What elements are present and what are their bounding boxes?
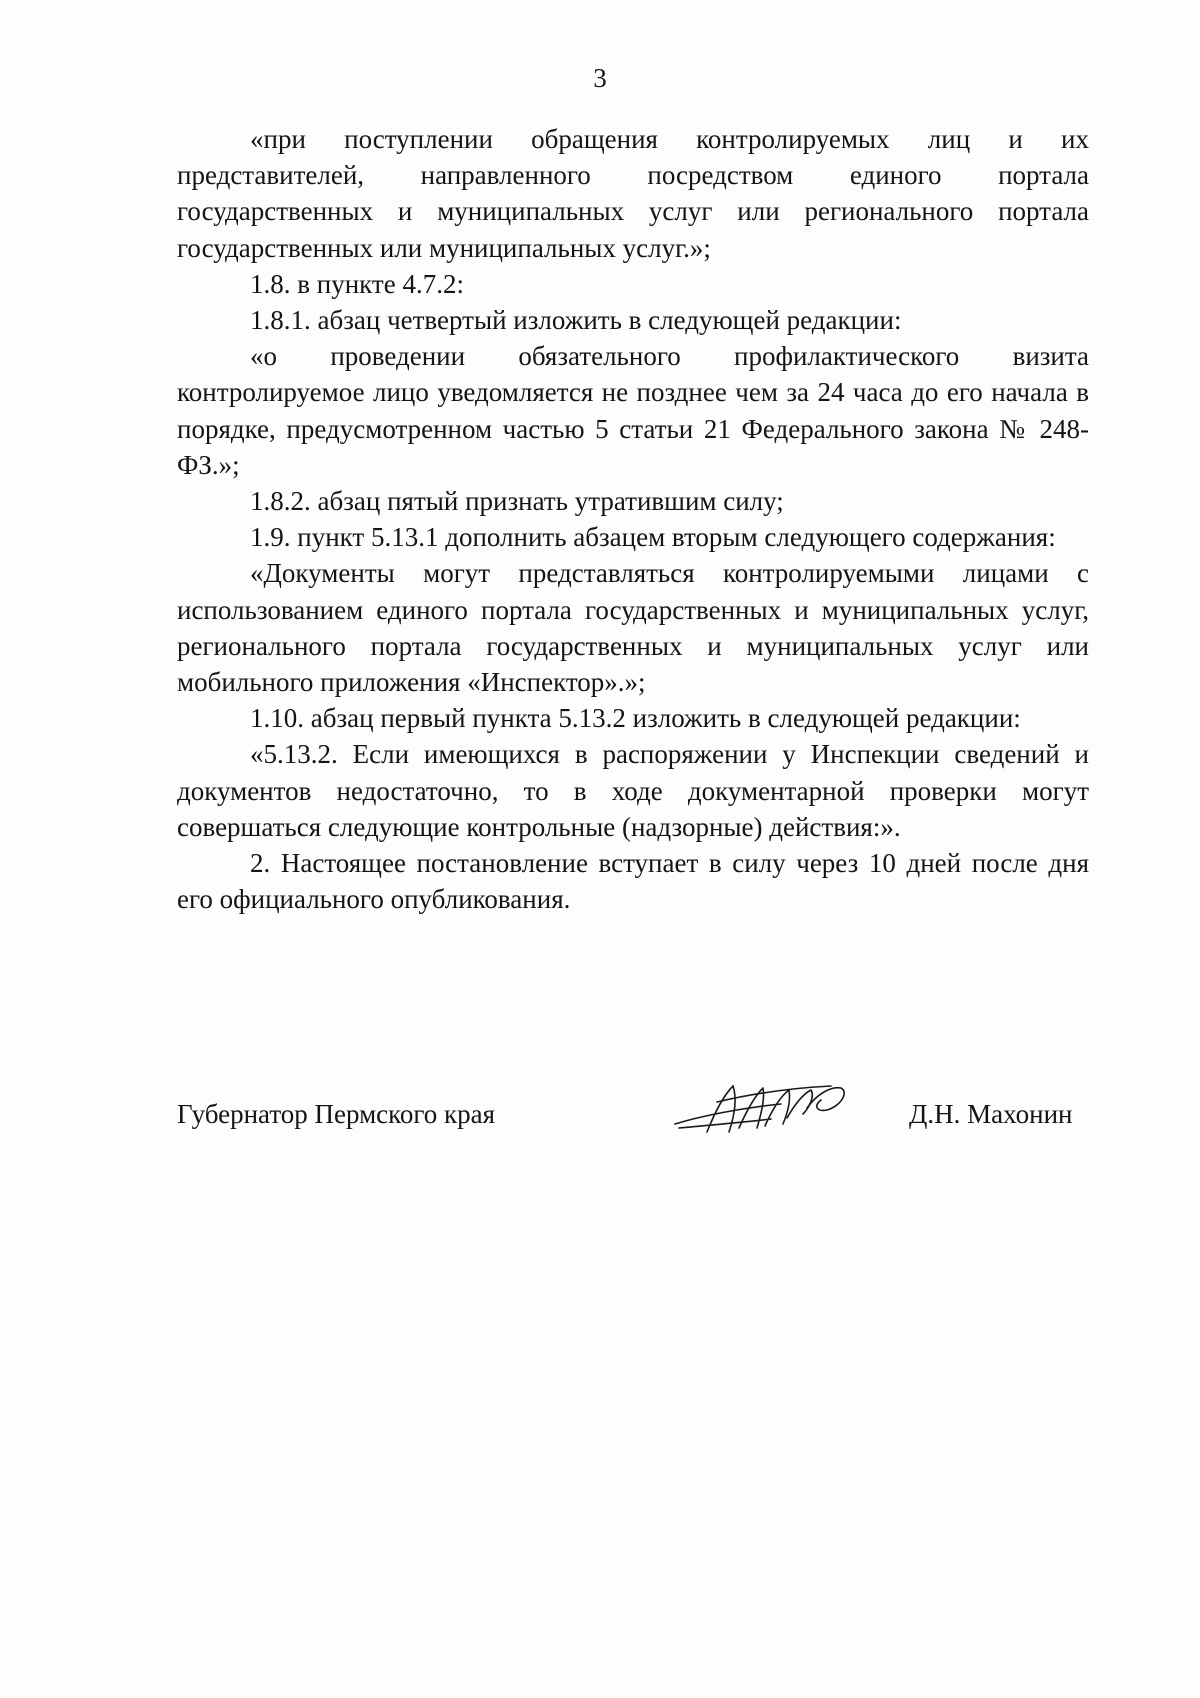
signatory-position: Губернатор Пермского края [177, 1099, 496, 1129]
signature-block [177, 1096, 1089, 1156]
signatory-name: Д.Н. Махонин [909, 1099, 1073, 1129]
paragraph-2-effective-date: 2. Настоящее постановление вступает в силу через 10 дней после дня его официального опубликования. [177, 848, 1089, 915]
paragraph-quote-visit: «о проведении обязательного профилактического визита контролируемое лицо уведомляется не позднее чем за 24 часа до его начала в порядке, предусмотренном частью 5 статьи 21 Федерального закона № 248-ФЗ.»; [177, 341, 1089, 480]
paragraph-1-9: 1.9. пункт 5.13.1 дополнить абзацем вторым следующего содержания: [250, 522, 1056, 553]
handwritten-signature [671, 1078, 856, 1140]
paragraph-quote-documents: «Документы могут представляться контролируемыми лицами с использованием единого портала государственных и муниципальных услуг, регионального портала государственных и муниципальных услуг или мобильного приложения «Инспектор».»; [177, 558, 1089, 698]
paragraph-1-8: 1.8. в пункте 4.7.2: [250, 268, 464, 299]
paragraph-1-8-2: 1.8.2. абзац пятый признать утратившим силу; [250, 486, 784, 517]
paragraph-1-10: 1.10. абзац первый пункта 5.13.2 изложить в следующей редакции: [250, 703, 1021, 734]
paragraph-1-8-1: 1.8.1. абзац четвертый изложить в следующей редакции: [250, 305, 902, 336]
document-body [177, 121, 1089, 917]
paragraph-quote-appeal: «при поступлении обращения контролируемых лиц и их представителей, направленного посредством единого портала государственных и муниципальных услуг или регионального портала государственных или муниципальных услуг.»; [177, 124, 1089, 263]
page-number: 3 [593, 63, 607, 93]
paragraph-quote-5-13-2: «5.13.2. Если имеющихся в распоряжении у Инспекции сведений и документов недостаточно, то в ходе документарной проверки могут совершаться следующие контрольные (надзорные) действия:». [177, 739, 1089, 842]
